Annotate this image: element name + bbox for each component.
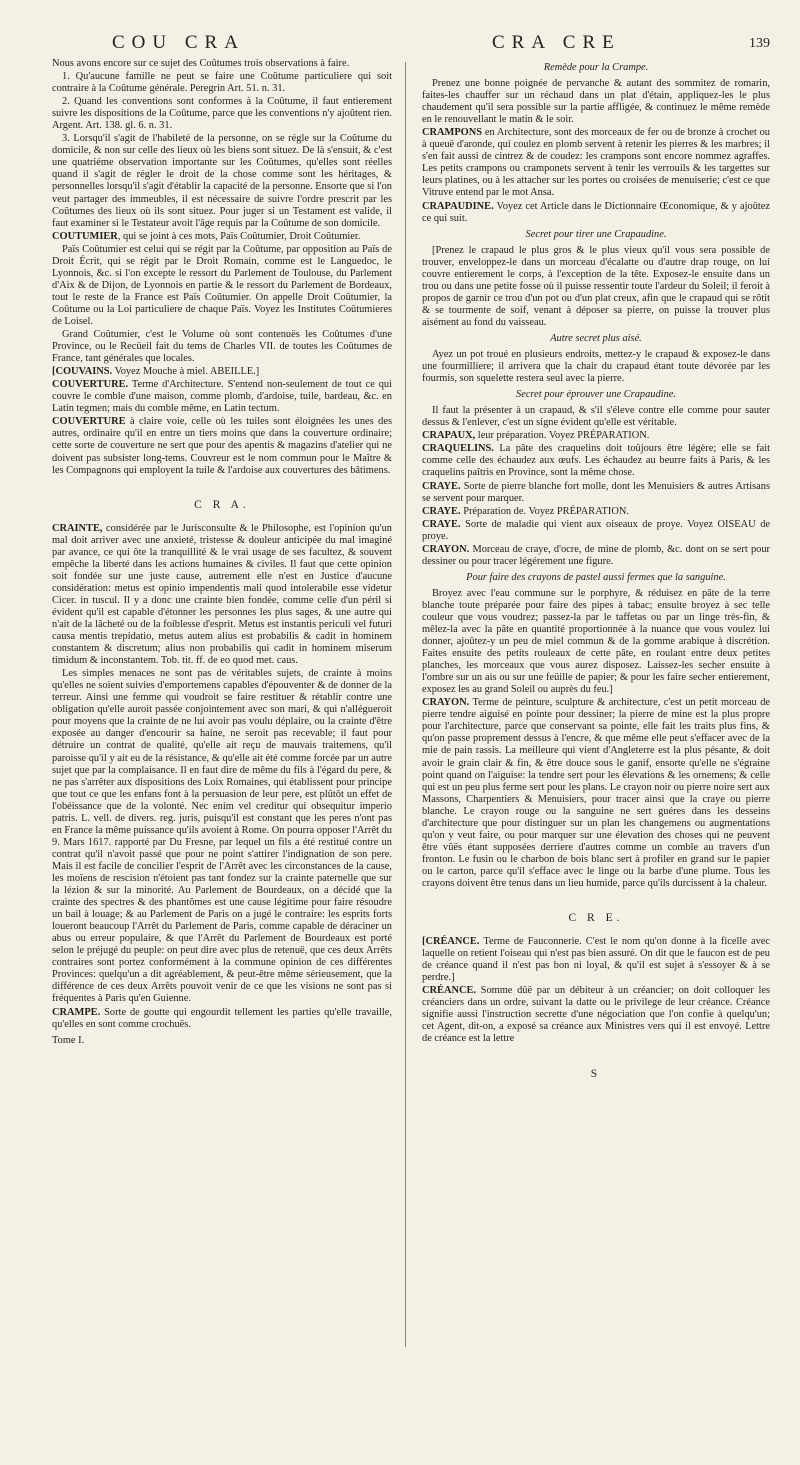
paragraph: [Prenez le crapaud le plus gros & le plus vieux qu'il vous sera possible de trouver, enveloppez-le dans un morceau d'écalatte ou d'autre drap rouge, on lui couvre entierement le corps, à l'exception de la tête. Exposez-le ensuite dans un trou ou dans une petite fosse où il puisse ressentir toute l'ardeur du Soleil; il feroit à propos de garnir ce trou d'un pot ou d'un plat creux, afin que le crapaud qui se rôtit & se tourmente de soif, venant à déposer sa pierre, on puisse la trouver plus aisément au fond du vaisseau.: [422, 244, 770, 328]
running-head-right: CRA CRE: [492, 32, 621, 53]
headword: [COUVAINS.: [52, 366, 113, 378]
headword: CRAQUELINS.: [422, 443, 494, 455]
paragraph: COUVERTURE. Terme d'Architecture. S'entend non-seulement de tout ce qui couvre le comble d'une maison, comme plomb, d'ardoise, tuile, bardeau, &c. en Latin tegmen; mais du comble même, en Latin tectum.: [52, 379, 392, 415]
paragraph: Les simples menaces ne sont pas de véritables sujets, de crainte à moins qu'elles ne soient suivies d'emportemens capables d'épouventer & de donner de la terreur. Ainsi une femme qui voudroit se faire restituer & rétablir contre une obligation qu'elle auroit passée conjointement avec son mari, & qui n'allégueroit pour moyens que la crainte de ne lui avoir pas voulu déplaire, ou la crainte d'être exposée au danger d'encourir sa haine, ne seroit pas recevable; il faut pour détruire un contrat de qualité, qu'elle ait reçu de mauvais traitemens, qu'il paroisse qu'il y ait eu de la résistance, & qu'elle ait été comme forcée par un autre sujet que par la complaisance. Il en faut dire de même du fils à l'égard du pere, & ne pas s'arrêter aux dispositions des Loix Romaines, qui établissent pour principe que tout ce que les enfans font à la persuasion de leur pere, est plûtôt un effet de l'obéissance que de la volonté. Nec enim vel creditur qui obsequitur imperio patris. L. vell. de divers. reg. juris, puisqu'il est constant que les peres n'ont pas en France la même puissance qu'ils avoient à Rome. On pourra opposer l'Arrêt du 9. Mars 1617. rapporté par Du Fresne, par lequel un fils a été restitué contre un contrat qu'il n'avoit passé que pour ne point s'attirer l'indignation de son pere. Mais il est facile de concilier l'esprit de l'Arrêt avec les circonstances de la cause, les moïens de rescision n'étoient pas tant fondez sur la crainte paternelle que sur la lézion & sur la minorité. Au Parlement de Bourdeaux, on a décidé que la crainte des spectres & des phantômes est une cause légitime pour faire résoudre un bail à louage; & au Parlement de Paris on a jugé le contraire: les esprits forts loueront beaucoup l'Arrêt du Parlement de Paris, comme capable de déraciner un abus ou erreur populaire, & que l'Arrêt du Parlement de Bourdeaux est porté selon le préjugé du peuple: on peut dire avec plus de retenuë, que ces deux Arrêts contraires sont portez conformément à la commune opinion de ces différentes Provinces: quelqu'un a dit agréablement, & peut-être même sérieusement, que la différence de ces deux Arrêts pouvoit venir de ce que les visions ne sont pas si fréquentes à Paris qu'en Guienne.: [52, 668, 392, 1005]
headword: CRAYON.: [422, 697, 470, 709]
column-rule: [405, 62, 406, 1347]
headword: CRAYE.: [422, 518, 461, 530]
paragraph: CRAINTE, considérée par le Jurisconsulte & le Philosophe, est l'opinion qu'un mal doit arriver avec une anxieté, tristesse & douleur anticipée du mal imaginé par avance, ce qui ôte la tranquillité & le vrai usage de ses facultez, & souvent empêche la liberté dans les actions humaines & civiles. Il faut que cette opinion soit fondée sur une juste cause, autrement elle n'est en Justice d'aucune considération: metus est opinio impendentis mali quod intolerabile esse videtur Cicer. in tuscul. Il y a donc une crainte bien fondée, comme celle d'un péril si évident qu'il est capable d'étonner les personnes les plus sages, & une autre qui n'ait de la lâcheté ou de la foiblesse d'esprit. Metus est instantis periculi vel futuri causa mentis trepidatio, metus autem alius est probabilis & cadit in hominem constantem & discretum; alius non probabilis qui cadit in hominem miserum timidum & inconstantem. Tob. tit. ff. de eo quod met. caus.: [52, 522, 392, 667]
paragraph: CRÉANCE. Somme dûë par un débiteur à un créancier; on doit colloquer les créanciers dans un ordre, suivant la datte ou le privilege de leur créance. Créance signifie aussi l'instruction secrette d'une négociation que l'on confie à quelqu'un; cet Agent, dit-on, a exposé sa créance aux Ministres vers qui il est envoyé. Lettre de créance est la lettre: [422, 985, 770, 1045]
left-column: [52, 58, 392, 1048]
subheading: Secret pour éprouver une Crapaudine.: [516, 389, 676, 401]
paragraph: Prenez une bonne poignée de pervanche & autant des sommitez de romarin, faites-les chauffer sur un réchaud dans un plat d'étain, appliquez-les le plus chaudement qu'il sera possible sur la partie affligée, & continuez le même remède en le renouvellant le matin & le soir.: [422, 78, 770, 126]
paragraph: COUTUMIER, qui se joint à ces mots, Païs Coûtumier, Droit Coûtumier.: [52, 230, 361, 242]
paragraph: Broyez avec l'eau commune sur le porphyre, & réduisez en pâte de la terre blanche toute préparée pour faire des pipes à tabac; ensuite broyez à sec telle couleur que vous voudrez; passez-la par le taffetas ou par un linge très-fin, & mêlez-la avec la pâte en quantité proportionnée à la nuance que vous voulez lui donner, ajoûtez-y un peu de miel commun & de la gomme arabique à discrétion. Faites ensuite des petits rouleaux de cette pâte, en roulant entre deux petites planches, les morceaux que vous aurez disposez. Laissez-les secher ensuite à l'ombre sur un ais ou sur une feüille de papier; & pour les faire secher entierement, exposez les au grand Soleil ou auprès du feu.]: [422, 587, 770, 696]
headword: CRAMPONS: [422, 127, 483, 139]
headword: CRAYON.: [422, 543, 470, 555]
page-number: 139: [749, 36, 770, 51]
section-heading: C R E.: [568, 912, 624, 925]
headword: CRAYE.: [422, 505, 461, 517]
section-heading: S: [590, 1067, 602, 1080]
paragraph: Il faut la présenter à un crapaud, & s'il s'éleve contre elle comme pour sauter dessus & l'enlever, c'est un signe évident qu'elle est véritable.: [422, 405, 770, 429]
section-heading: C R A.: [194, 498, 250, 511]
paragraph: CRAPAUX, leur préparation. Voyez PRÉPARATION.: [422, 430, 650, 442]
paragraph: 2. Quand les conventions sont conformes à la Coûtume, il faut entierement suivre les dispositions de la Coûtume, parce que les conventions n'y ajoûtent rien. Argent. Art. 138. gl. 6. n. 31.: [52, 96, 392, 132]
headword: COUVERTURE: [52, 416, 126, 428]
paragraph: CRAYE. Préparation de. Voyez PRÉPARATION.: [422, 505, 629, 517]
headword: CRAPAUX,: [422, 430, 476, 442]
subheading: Autre secret plus aisé.: [550, 332, 642, 344]
paragraph: CRAMPE. Sorte de goutte qui engourdit tellement les parties qu'elle travaille, qu'elles en sont comme crochuës.: [52, 1006, 392, 1030]
headword: CRAYE.: [422, 480, 461, 492]
paragraph: Nous avons encore sur ce sujet des Coûtumes trois observations à faire.: [52, 58, 350, 69]
paragraph: CRAYE. Sorte de pierre blanche fort molle, dont les Menuisiers & autres Artisans se servent pour marquer.: [422, 480, 770, 504]
subheading: Remède pour la Crampe.: [543, 62, 649, 73]
paragraph: CRAQUELINS. La pâte des craquelins doit toûjours être légère; elle se fait comme celle des échaudez aux œufs. Les échaudez au beurre faits à Paris, & les craquelins paîtris en Province, sont la même chose.: [422, 443, 770, 479]
paragraph: Tome I.: [52, 1034, 85, 1046]
paragraph: CRAYE. Sorte de maladie qui vient aux oiseaux de proye. Voyez OISEAU de proye.: [422, 518, 770, 542]
paragraph: CRAMPONS en Architecture, sont des morceaux de fer ou de bronze à crochet ou à queuë d'aronde, qui coulez en plomb servent à retenir les pierres & les marbres; il s'en fait aussi de cintrez & de coudez: les crampons sont encore nommez agraffes. Les petits crampons ou cramponets servent à tenir les verrouils & les targettes sur leurs platines, ou à les attacher sur les portes ou croisées de menuiserie; c'est ce que Vitruve entend par le mot Ansa.: [422, 127, 770, 199]
paragraph: COUVERTURE à claire voie, celle où les tuiles sont éloignées les unes des autres, ordinaire qu'il en entre un tiers moins que dans la couverture ordinaire; cette sorte de couverture ne sert que pour des apentis & magazins d'atelier qui ne doivent pas subsister long-tems. Couvreur est le nom commun pour le Maître & les Compagnons qui employent la tuile & l'ardoise aux couvertures des bâtimens.: [52, 416, 392, 476]
paragraph: [CRÉANCE. Terme de Fauconnerie. C'est le nom qu'on donne à la ficelle avec laquelle on retient l'oiseau qui n'est pas bien assuré. On dit que le faucon est de peu de créance quand il n'est pas bon ni loyal, & qu'il est sujet à s'essoyer & à se perdre.]: [422, 936, 770, 984]
paragraph: 3. Lorsqu'il s'agit de l'habileté de la personne, on se régle sur la Coûtume du domicile, & non sur celle des lieux où les biens sont situez. De là s'ensuit, & c'est une quatriéme observation importante sur les Coûtumes, qu'elles sont réelles quand il s'agit de régler le droit de la chose comme sont les héritages, & personnelles lorsqu'il s'agit d'établir la capacité de la personne. Ensorte que si l'on veut partager des immeubles, il est nécessaire de suivre l'ordre prescrit par les Coûtumes des lieux où ils sont situez. Pour juger si un Testament est valide, il faut examiner si le Testateur avoit l'âge requis par la Coûtume de son domicile.: [52, 133, 392, 229]
paragraph: Païs Coûtumier est celui qui se régit par la Coûtume, par opposition au Païs de Droit Écrit, qui se régit par le Droit Romain, comme est le Languedoc, le Lyonnois, &c. si l'on excepte le ressort du Parlement de Toulouse, du Parlement d'Aix & de Dijon, de Lyonnois en partie & le ressort du Parlement de Bordeaux, tout le reste de la France est Païs Coûtumier. On appelle Droit Coûtumier, la Coûtume ou la Loi particuliere de chaque Païs. Voyez les Institutes Coûtumieres de Loisel.: [52, 243, 392, 327]
subheading: Secret pour tirer une Crapaudine.: [525, 228, 667, 240]
paragraph: [COUVAINS. Voyez Mouche à miel. ABEILLE.]: [52, 366, 260, 378]
paragraph: CRAYON. Morceau de craye, d'ocre, de mine de plomb, &c. dont on se sert pour dessiner ou pour tracer légérement une figure.: [422, 543, 770, 567]
paragraph: Ayez un pot troué en plusieurs endroits, mettez-y le crapaud & exposez-le dans une fourmilliere; il arrivera que la chair du crapaud étant toute dévorée par les fourmis, son squelette restera seul avec la pierre.: [422, 349, 770, 385]
paragraph: Grand Coûtumier, c'est le Volume où sont contenuës les Coûtumes d'une Province, ou le Recüeil fait du tems de Charles VII. de toutes les Coûtumes de France, tant générales que locales.: [52, 329, 392, 365]
right-column: [422, 58, 770, 1092]
running-head-left: COU CRA: [112, 32, 245, 53]
subheading: Pour faire des crayons de pastel aussi fermes que la sanguine.: [466, 571, 726, 583]
paragraph: 1. Qu'aucune famille ne peut se faire une Coûtume particuliere qui soit contraire à la Coûtume générale. Peregrin Art. 51. n. 31.: [52, 71, 392, 95]
headword: COUTUMIER: [52, 230, 118, 242]
headword: CRAMPE.: [52, 1006, 101, 1018]
paragraph: CRAYON. Terme de peinture, sculpture & architecture, c'est un petit morceau de pierre tendre aiguisé en pointe pour dessiner; la pierre de mine est la plus propre pour l'architecture, parce que conservant sa pointe, elle fait les traits plus fins, & qu'on passe proprement dessus à l'encre, & que même elle peut s'effacer avec de la mie de pain rassis. La meilleure qui vient d'Angleterre est la plus pésante, & doit avoir le grain clair & fin, & être douce sous le ganif, ensorte qu'elle ne s'égraine point quand on l'aiguise: la tendre sert pour les élevations & les ornemens; & celle qui est un peu plus ferme sert pour les plans. Le crayon noir ou pierre noire sert aux Massons, Charpentiers & Menuisiers, pour tracer ainsi que la craye ou pierre blanche. Le crayon rouge ou la sanguine ne sert guéres dans les desseins d'architecture que pour distinguer sur un plan les changemens ou augmentations qu'on y veut faire, ou pour marquer sur une élevation des choses qui ne peuvent être vûës étant supposées derriere d'autres comme un comble au travers d'un fronton. Le fusin ou le charbon de bois blanc sert à profiler en grand sur le papier ou le carton, parce qu'il s'efface avec le linge ou la barbe d'une plume. Tous les crayons doivent être tenus dans un lieu humide, parce qu'ils durcissent à la chaleur.: [422, 697, 770, 889]
headword: COUVERTURE.: [52, 379, 129, 391]
headword: CRAINTE,: [52, 522, 103, 534]
paragraph: CRAPAUDINE. Voyez cet Article dans le Dictionnaire Œconomique, & y ajoûtez ce qui suit.: [422, 200, 770, 224]
headword: CRAPAUDINE.: [422, 200, 494, 212]
headword: [CRÉANCE.: [422, 936, 480, 948]
headword: CRÉANCE.: [422, 985, 476, 997]
